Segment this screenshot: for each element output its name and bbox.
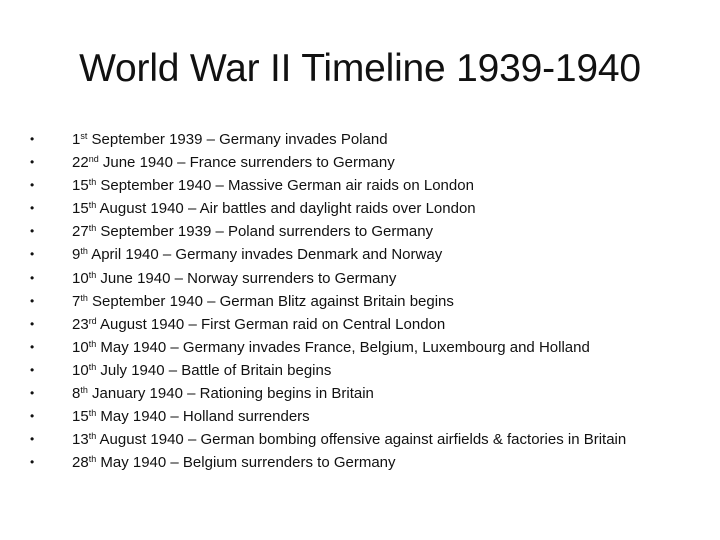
list-item xyxy=(30,220,710,243)
list-item xyxy=(30,128,710,151)
timeline-entry xyxy=(72,382,374,405)
entry-day: 8 xyxy=(72,385,81,403)
entry-day: 10 xyxy=(72,338,89,356)
bullet-icon: • xyxy=(30,293,35,308)
bullet-icon: • xyxy=(30,132,35,146)
entry-ordinal-suffix: th xyxy=(80,385,88,396)
entry-ordinal-suffix: st xyxy=(80,131,88,141)
entry-text: May 1940 – Germany invades France, Belgium, Luxembourg and Holland xyxy=(96,338,590,356)
slide-title: World War II Timeline 1939-1940 xyxy=(79,47,641,90)
entry-ordinal-suffix: th xyxy=(88,454,97,465)
entry-day: 27 xyxy=(72,223,89,241)
timeline-entry xyxy=(72,267,396,290)
timeline-entry xyxy=(72,405,310,428)
timeline-entry xyxy=(72,197,476,220)
list-item xyxy=(30,174,710,197)
bullet-icon: • xyxy=(30,178,35,193)
bullet-icon: • xyxy=(30,362,35,377)
timeline-entry xyxy=(72,174,474,197)
entry-text: September 1940 – Massive German air raids on London xyxy=(96,177,474,195)
entry-ordinal-suffix: th xyxy=(80,246,88,257)
bullet-icon: • xyxy=(30,455,35,470)
timeline-entry xyxy=(72,359,331,382)
bullet-icon: • xyxy=(30,155,35,170)
bullet-icon: • xyxy=(30,409,35,424)
timeline-list xyxy=(30,128,710,474)
timeline-entry xyxy=(72,220,433,243)
entry-ordinal-suffix: th xyxy=(80,292,88,303)
list-item xyxy=(30,243,710,266)
entry-day: 9 xyxy=(72,246,81,264)
entry-ordinal-suffix: th xyxy=(88,177,97,188)
entry-ordinal-suffix: th xyxy=(88,200,97,211)
list-item xyxy=(30,290,710,313)
bullet-icon: • xyxy=(30,339,35,354)
entry-day: 15 xyxy=(72,200,89,218)
entry-ordinal-suffix: th xyxy=(88,223,97,234)
list-item xyxy=(30,313,710,336)
list-item xyxy=(30,267,710,290)
list-item xyxy=(30,428,710,451)
list-item xyxy=(30,359,710,382)
entry-text: June 1940 – Norway surrenders to Germany xyxy=(96,269,397,287)
timeline-entry xyxy=(72,290,454,313)
entry-text: September 1939 – Poland surrenders to Germany xyxy=(96,223,434,241)
entry-text: June 1940 – France surrenders to Germany xyxy=(98,154,395,172)
entry-text: September 1939 – Germany invades Poland xyxy=(87,131,388,148)
entry-text: April 1940 – Germany invades Denmark and Norway xyxy=(87,246,443,264)
entry-text: August 1940 – First German raid on Central London xyxy=(96,315,446,333)
timeline-entry xyxy=(72,428,626,451)
timeline-entry xyxy=(72,128,388,151)
timeline-entry xyxy=(72,336,590,359)
entry-day: 1 xyxy=(72,131,81,148)
entry-day: 15 xyxy=(72,408,89,426)
entry-text: August 1940 – Air battles and daylight raids over London xyxy=(96,200,476,218)
entry-text: September 1940 – German Blitz against Britain begins xyxy=(87,292,454,310)
timeline-entry xyxy=(72,451,396,474)
bullet-icon: • xyxy=(30,201,35,216)
entry-day: 10 xyxy=(72,269,89,287)
entry-text: May 1940 – Holland surrenders xyxy=(96,408,310,426)
list-item xyxy=(30,151,710,174)
timeline-entry xyxy=(72,313,445,336)
list-item xyxy=(30,336,710,359)
entry-text: January 1940 – Rationing begins in Britain xyxy=(87,385,374,403)
entry-day: 28 xyxy=(72,454,89,472)
entry-text: May 1940 – Belgium surrenders to Germany xyxy=(96,454,396,472)
timeline-entry xyxy=(72,243,442,266)
entry-day: 15 xyxy=(72,177,89,195)
bullet-icon: • xyxy=(30,224,35,239)
entry-day: 10 xyxy=(72,361,89,379)
timeline-entry xyxy=(72,151,395,174)
entry-ordinal-suffix: th xyxy=(88,431,97,442)
entry-ordinal-suffix: th xyxy=(88,408,97,419)
list-item xyxy=(30,451,710,474)
entry-day: 23 xyxy=(72,315,89,333)
list-item xyxy=(30,197,710,220)
entry-text: July 1940 – Battle of Britain begins xyxy=(96,361,332,379)
bullet-icon: • xyxy=(30,316,35,331)
list-item xyxy=(30,382,710,405)
entry-ordinal-suffix: nd xyxy=(88,154,99,165)
entry-ordinal-suffix: th xyxy=(88,338,97,349)
list-item xyxy=(30,405,710,428)
entry-day: 7 xyxy=(72,292,81,310)
entry-day: 22 xyxy=(72,154,89,172)
bullet-icon: • xyxy=(30,432,35,447)
bullet-icon: • xyxy=(30,386,35,401)
entry-text: August 1940 – German bombing offensive against airfields & factories in Britain xyxy=(96,431,627,449)
entry-ordinal-suffix: rd xyxy=(88,315,97,326)
bullet-icon: • xyxy=(30,247,35,262)
entry-ordinal-suffix: th xyxy=(88,269,97,280)
entry-day: 13 xyxy=(72,431,89,449)
bullet-icon: • xyxy=(30,270,35,285)
entry-ordinal-suffix: th xyxy=(88,361,97,372)
